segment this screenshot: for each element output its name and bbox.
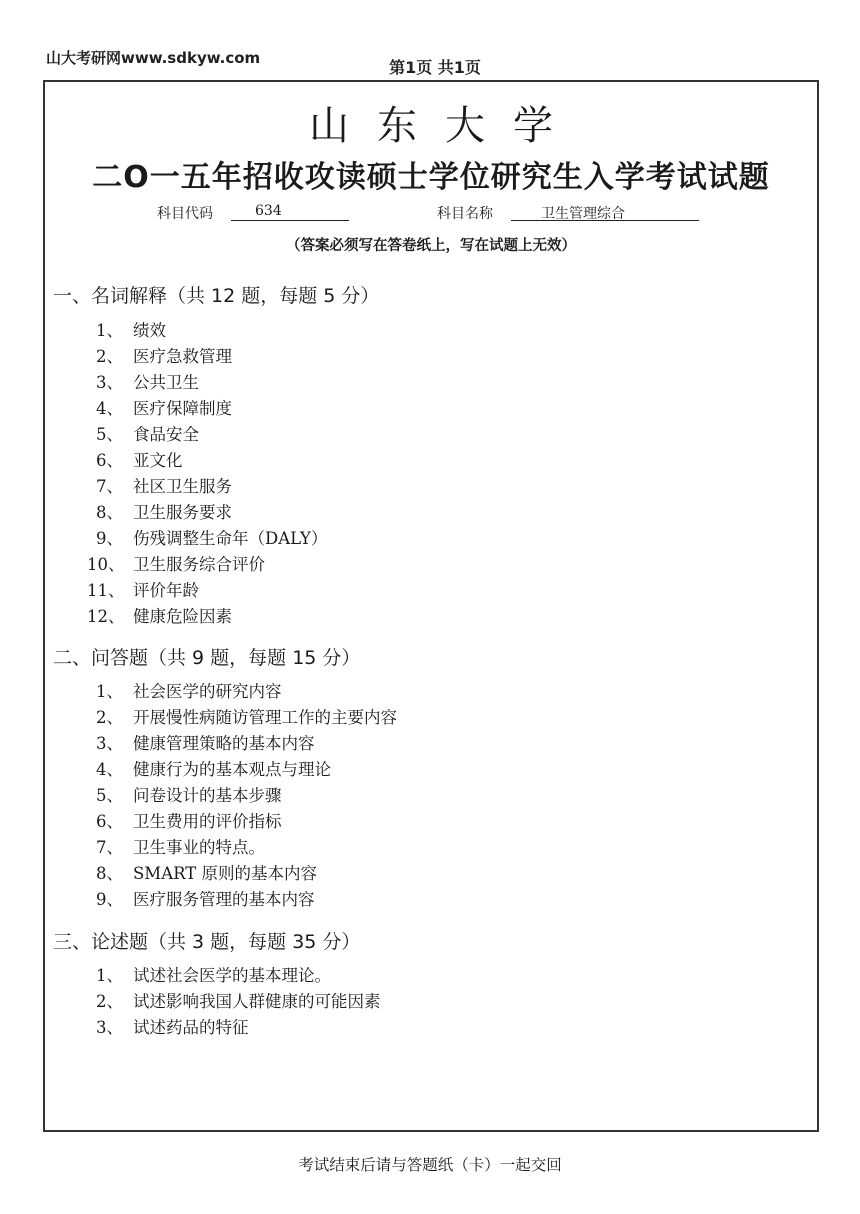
question-item: 7、 卫生事业的特点。 bbox=[96, 838, 265, 857]
question-item: 8、 卫生服务要求 bbox=[96, 503, 232, 522]
question-item: 1、 绩效 bbox=[96, 321, 166, 340]
section-title-essay: 三、论述题（共 3 题，每题 35 分） bbox=[53, 931, 361, 953]
question-item: 12、 健康危险因素 bbox=[87, 607, 232, 626]
university-name: 山东大学 bbox=[309, 103, 581, 149]
exam-frame bbox=[43, 80, 819, 1132]
exam-title: 二O一五年招收攻读硕士学位研究生入学考试试题 bbox=[92, 160, 770, 195]
question-item: 4、 医疗保障制度 bbox=[96, 399, 232, 418]
subject-name-value: 卫生管理综合 bbox=[511, 203, 699, 221]
definitions-list bbox=[87, 318, 327, 630]
question-item: 6、 卫生费用的评价指标 bbox=[96, 812, 282, 831]
subject-code-value: 634 bbox=[231, 203, 349, 221]
question-item: 9、 伤残调整生命年（DALY） bbox=[96, 529, 328, 548]
essay-list bbox=[87, 963, 381, 1041]
question-item: 5、 问卷设计的基本步骤 bbox=[96, 786, 282, 805]
question-item: 8、 SMART 原则的基本内容 bbox=[96, 864, 317, 883]
question-item: 3、 公共卫生 bbox=[96, 373, 199, 392]
question-item: 9、 医疗服务管理的基本内容 bbox=[96, 890, 315, 909]
question-item: 2、 试述影响我国人群健康的可能因素 bbox=[96, 992, 381, 1011]
section-title-short-answer: 二、问答题（共 9 题，每题 15 分） bbox=[53, 647, 361, 669]
subject-code-label: 科目代码 bbox=[157, 206, 213, 222]
section-title-definitions: 一、名词解释（共 12 题，每题 5 分） bbox=[53, 285, 380, 307]
question-item: 3、 健康管理策略的基本内容 bbox=[96, 734, 315, 753]
question-item: 11、 评价年龄 bbox=[87, 581, 199, 600]
question-item: 3、 试述药品的特征 bbox=[96, 1018, 249, 1037]
subject-name-label: 科目名称 bbox=[437, 206, 493, 222]
question-item: 2、 医疗急救管理 bbox=[96, 347, 232, 366]
question-item: 4、 健康行为的基本观点与理论 bbox=[96, 760, 331, 779]
answer-notice: （答案必须写在答卷纸上，写在试题上无效） bbox=[286, 238, 576, 254]
question-item: 1、 试述社会医学的基本理论。 bbox=[96, 966, 331, 985]
question-item: 7、 社区卫生服务 bbox=[96, 477, 232, 496]
question-item: 5、 食品安全 bbox=[96, 425, 199, 444]
page-indicator: 第1页 共1页 bbox=[389, 58, 481, 77]
footer-instruction: 考试结束后请与答题纸（卡）一起交回 bbox=[298, 1156, 562, 1174]
question-item: 10、 卫生服务综合评价 bbox=[87, 555, 265, 574]
question-item: 1、 社会医学的研究内容 bbox=[96, 682, 282, 701]
question-item: 2、 开展慢性病随访管理工作的主要内容 bbox=[96, 708, 397, 727]
question-item: 6、 亚文化 bbox=[96, 451, 183, 470]
site-watermark: 山大考研网www.sdkyw.com bbox=[46, 49, 261, 67]
short-answer-list bbox=[87, 679, 397, 913]
subject-info-row bbox=[45, 203, 817, 225]
